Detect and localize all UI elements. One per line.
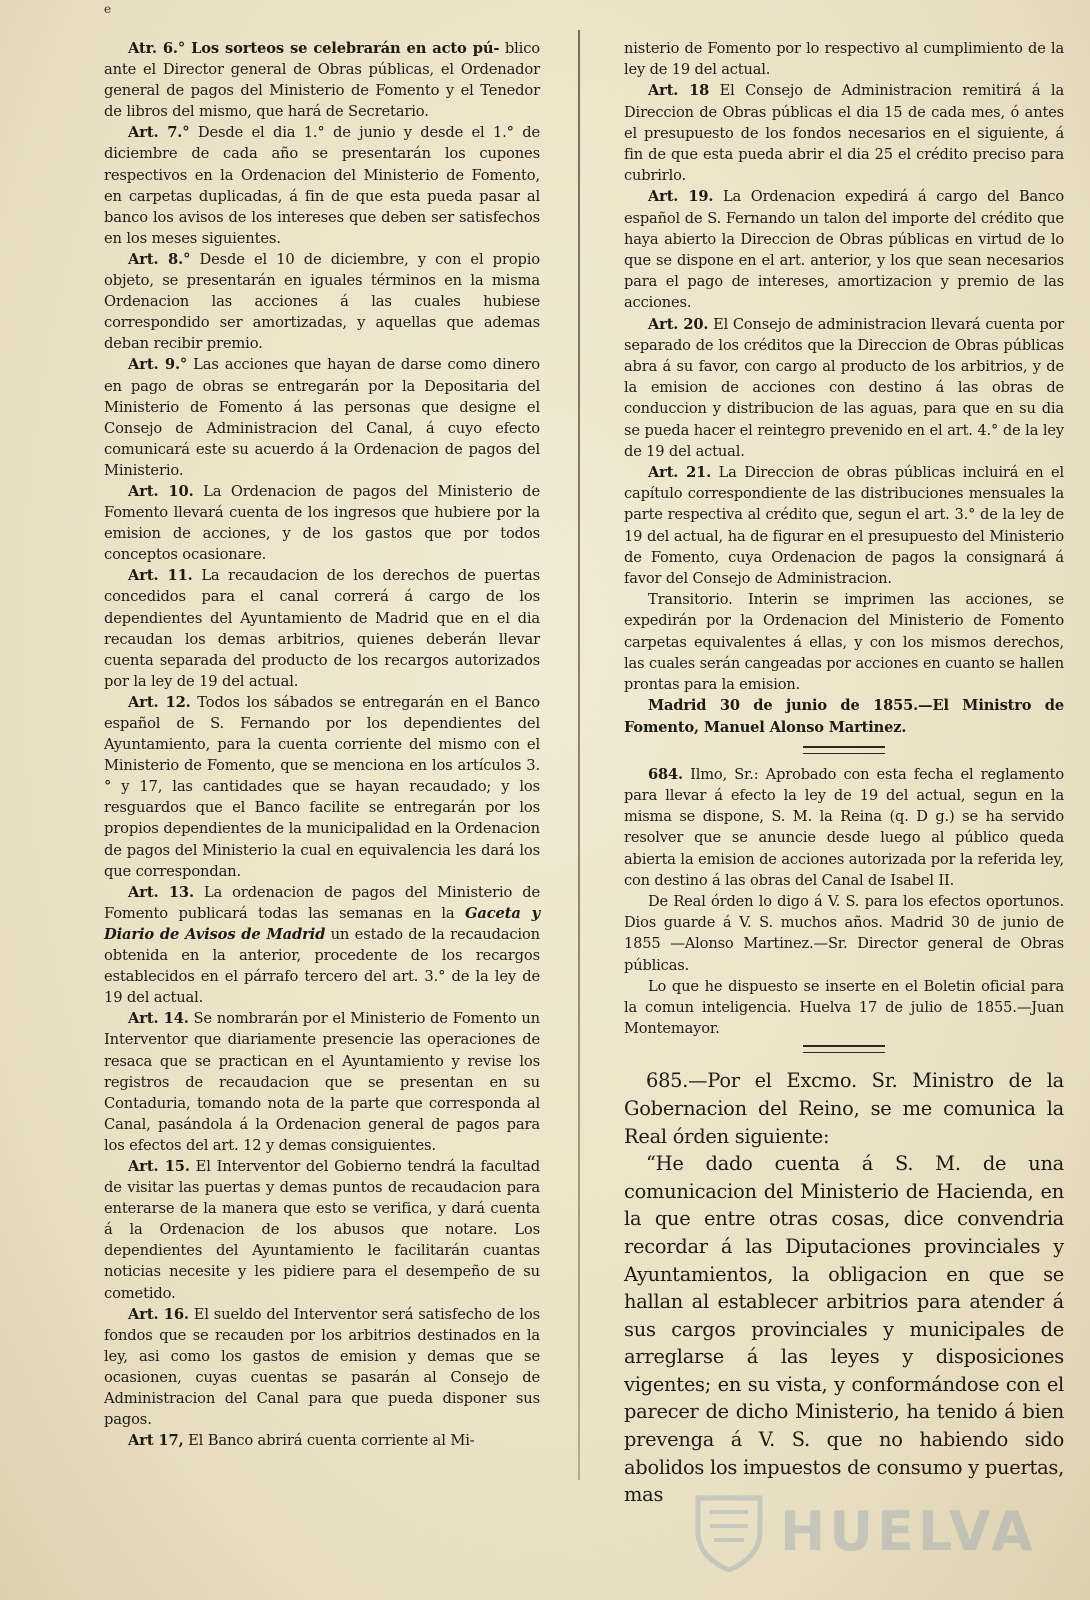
article-7: Art. 7.° Desde el dia 1.° de junio y desde el 1.° de diciembre de cada año se presentarán los cupones respectivos en la Ordenacion del Ministerio de Fomento, en carpetas duplicadas, á fin de que esta pueda pasar al banco los avisos de los intereses que deben ser satisfechos en los meses siguientes. <box>104 124 540 247</box>
notice-684: 684. Ilmo, Sr.: Aprobado con esta fecha el reglamento para llevar á efecto la ley de 19 del actual, segun en la misma se dispone, S. M. la Reina (q. D g.) se ha servido resolver que se anuncie desde luego al público queda abierta la emision de acciones autorizada por la referida ley, con destino á las obras del Canal de Isabel II. <box>624 765 1064 889</box>
notice-684-order: De Real órden lo digo á V. S. para los efectos oportunos. Dios guarde á V. S. muchos años. Madrid 30 de junio de 1855 —Alonso Martinez.—Sr. Director general de Obras públicas. <box>624 892 1064 974</box>
article-16: Art. 16. El sueldo del Interventor será satisfecho de los fondos que se recauden por los arbitrios destinados en la ley, asi como los gastos de emision y demas que se ocasionen, cuyas cuentas se pasarán al Consejo de Administracion del Canal para que pueda disponer sus pagos. <box>104 1305 540 1429</box>
article-12: Art. 12. Todos los sábados se entregarán en el Banco español de S. Fernando por los dependientes del Ayuntamiento, para la cuenta corriente del mismo con el Ministerio de Fomento, que se menciona en los artículos 3.° y 17, las cantidades que se hayan recaudado; y los resguardos que el Banco facilite se entregarán por los propios dependientes de la municipalidad en la Ordenacion de pagos del Ministerio la cual en equivalencia les dará los que correspondan. <box>104 693 540 880</box>
page-mark: e <box>104 2 112 16</box>
article-17: Art 17, El Banco abrirá cuenta corriente al Mi- <box>128 1432 475 1450</box>
notice-685-intro: 685.—Por el Excmo. Sr. Ministro de la Gobernacion del Reino, se me comunica la Real órden siguiente: <box>624 1069 1064 1148</box>
article-9: Art. 9.° Las acciones que hayan de darse como dinero en pago de obras se entregarán por la Depositaria del Ministerio de Fomento á las personas que designe el Consejo de Administracion del Canal, á cuyo efecto comunicará este su acuerdo á la Ordenacion de pagos del Ministerio. <box>104 356 540 479</box>
article-21: Art. 21. La Direccion de obras públicas incluirá en el capítulo correspondiente de las distribuciones mensuales la parte respectiva al crédito que, segun el art. 3.° de la ley de 19 del actual, ha de figurar en el presupuesto del Ministerio de Fomento, cuya Ordenacion de pagos la consignará á favor del Consejo de Administracion. <box>624 464 1064 588</box>
article-transitorio: Transitorio. Interin se imprimen las acciones, se expedirán por la Ordenacion del Ministerio de Fomento carpetas equivalentes á ellas, y con los mismos derechos, las cuales serán cangeadas por acciones en cuanto se hallen prontas para la emision. <box>624 591 1064 694</box>
left-column <box>104 38 540 1451</box>
column-divider <box>578 30 580 1480</box>
article-15: Art. 15. El Interventor del Gobierno tendrá la facultad de visitar las puertas y demas puntos de recaudacion para enterarse de la manera que esto se verifica, y dará cuenta á la Ordenacion de los abusos que notare. Los dependientes del Ayuntamiento le facilitarán cuantas noticias necesite y les pidiere para el desempeño de su cometido. <box>104 1157 540 1302</box>
notice-684-signature: Lo que he dispuesto se inserte en el Boletin oficial para la comun inteligencia. Huelva 17 de julio de 1855.—Juan Montemayor. <box>624 977 1064 1038</box>
article-6: Atr. 6.° Los sorteos se celebrarán en acto pú- blico ante el Director general de Obras públicas, el Ordenador general de pagos del Ministerio de Fomento y el Tenedor de libros del mismo, que hará de Secretario. <box>104 40 540 121</box>
signature-fomento: Madrid 30 de junio de 1855.—El Ministro de Fomento, Manuel Alonso Martinez. <box>624 697 1064 736</box>
article-8: Art. 8.° Desde el 10 de diciembre, y con el propio objeto, se presentarán en iguales términos en la misma Ordenacion las acciones á las cuales hubiese correspondido ser amortizadas, y aquellas que ademas deban recibir premio. <box>104 250 540 353</box>
article-18: Art. 18 El Consejo de Administracion remitirá á la Direccion de Obras públicas el dia 15 de cada mes, ó antes el presupuesto de los fondos necesarios en el siguiente, á fin de que esta pueda abrir el dia 25 el crédito preciso para cubrirlo. <box>624 82 1064 185</box>
watermark-text: HUELVA <box>780 1500 1037 1563</box>
article-13: Art. 13. La ordenacion de pagos del Ministerio de Fomento publicará todas las semanas en la Gaceta y Diario de Avisos de Madrid un estado de la recaudacion obtenida en la anterior, procedente de los recargos establecidos en el párrafo tercero del art. 3.° de la ley de 19 del actual. <box>104 883 540 1007</box>
article-10: Art. 10. La Ordenacion de pagos del Ministerio de Fomento llevará cuenta de los ingresos que hubiere por la emision de acciones, y de los gastos que por todos conceptos ocasionare. <box>104 482 540 564</box>
article-20: Art. 20. El Consejo de administracion llevará cuenta por separado de los créditos que la Direccion de Obras públicas abra á su favor, con cargo al producto de los arbitrios, y de la emision de acciones con destino á las obras de conduccion y distribucion de las aguas, para que en su dia se pueda hacer el reintegro prevenido en el art. 4.° de la ley de 19 del actual. <box>624 315 1064 460</box>
article-14: Art. 14. Se nombrarán por el Ministerio de Fomento un Interventor que diariamente presencie las operaciones de resaca que se practican en el Ayuntamiento y revise los registros de recaudacion que se presentan en su Contaduria, tomando nota de la parte que corresponda al Canal, pasándola á la Ordenacion general de pagos para los efectos del art. 12 y demas consiguientes. <box>104 1010 540 1154</box>
article-19: Art. 19. La Ordenacion expedirá á cargo del Banco español de S. Fernando un talon del importe del crédito que haya abierto la Direccion de Obras públicas en virtud de lo que se dispone en el art. anterior, y los que sean necesarios para el pago de intereses, amortizacion y premio de las acciones. <box>624 188 1064 312</box>
article-17-continued: nisterio de Fomento por lo respectivo al cumplimiento de la ley de 19 del actual. <box>624 40 1064 79</box>
article-11: Art. 11. La recaudacion de los derechos de puertas concedidos para el canal correrá á cargo de los dependientes del Ayuntamiento de Madrid que en el dia recaudan los demas arbitrios, quienes deberán llevar cuenta separada del producto de los recargos autorizados por la ley de 19 del actual. <box>104 567 540 690</box>
right-column <box>624 38 1064 1509</box>
section-rule-2 <box>803 1045 885 1053</box>
shield-icon <box>690 1492 768 1572</box>
section-rule <box>803 746 885 754</box>
notice-685-body: “He dado cuenta á S. M. de una comunicacion del Ministerio de Hacienda, en la que entre otras cosas, dice convendria recordar á las Diputaciones provinciales y Ayuntamientos, la obligacion en que se hallan al establecer arbitrios para atender á sus cargos provinciales y municipales de arreglarse á las leyes y disposiciones vigentes; en su vista, y conformándose con el parecer de dicho Ministerio, ha tenido á bien prevenga á V. S. que no habiendo sido abolidos los impuestos de consumo y puertas, mas <box>624 1152 1064 1507</box>
notice-685 <box>624 1067 1064 1509</box>
watermark <box>690 1492 1037 1572</box>
